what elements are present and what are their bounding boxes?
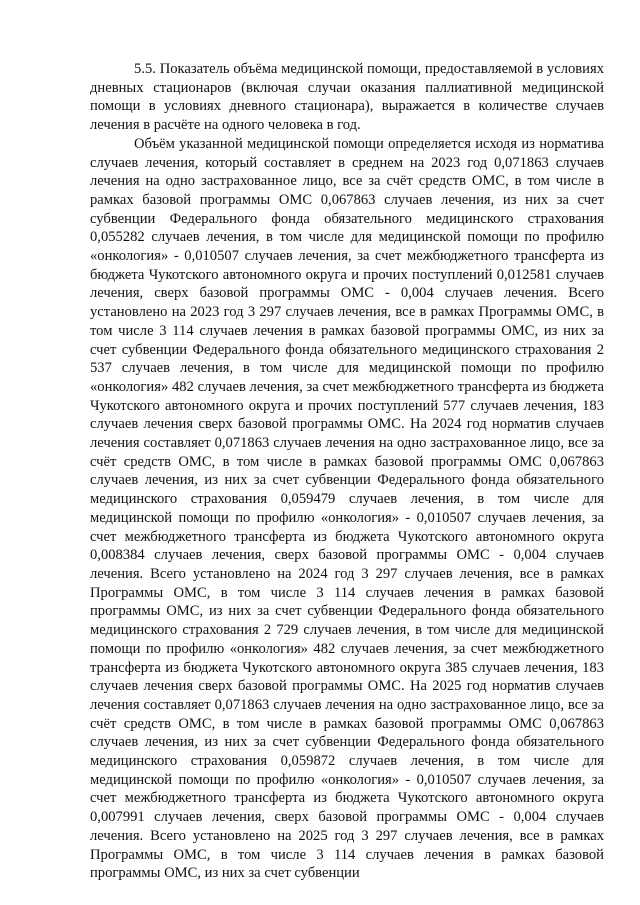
paragraph-indicator-definition: 5.5. Показатель объёма медицинской помощи, предоставляемой в условиях дневных стационаров (включая случаи оказания паллиативной медицинской помощи в условиях дневного стационара), выражается в количестве случаев лечения в расчёте на одного человека в год.	[90, 61, 604, 134]
paragraph-volume-calculation: Объём указанной медицинской помощи определяется исходя из норматива случаев лечения, который составляет в среднем на 2023 год 0,071863 случаев лечения на одно застрахованное лицо, все за счёт средств ОМС, в том числе в рамках базовой программы ОМС 0,067863 случаев лечения, из них за счет субвенции Федерального фонда обязательного медицинского страхования 0,055282 случаев лечения, в том числе для медицинской помощи по профилю «онкология» - 0,010507 случаев лечения, за счет межбюджетного трансферта из бюджета Чукотского автономного округа и прочих поступлений 0,012581 случаев лечения, сверх базовой программы ОМС - 0,004 случаев лечения. Всего установлено на 2023 год 3 297 случаев лечения, все в рамках Программы ОМС, в том числе 3 114 случаев лечения в рамках базовой программы ОМС, из них за счет субвенции Федерального фонда обязательного медицинского страхования 2 537 случаев лечения, в том числе для медицинской помощи по профилю «онкология» 482 случаев лечения, за счет межбюджетного трансферта из бюджета Чукотского автономного округа и прочих поступлений 577 случаев лечения, 183 случаев лечения сверх базовой программы ОМС. На 2024 год норматив случаев лечения составляет 0,071863 случаев лечения на одно застрахованное лицо, все за счёт средств ОМС, в том числе в рамках базовой программы ОМС 0,067863 случаев лечения, из них за счет субвенции Федерального фонда обязательного медицинского страхования 0,059479 случаев лечения, в том числе для медицинской помощи по профилю «онкология» - 0,010507 случаев лечения, за счет межбюджетного трансферта из бюджета Чукотского автономного округа 0,008384 случаев лечения, сверх базовой программы ОМС - 0,004 случаев лечения. Всего установлено на 2024 год 3 297 случаев лечения, все в рамках Программы ОМС, в том числе 3 114 случаев лечения в рамках базовой программы ОМС, из них за счет субвенции Федерального фонда обязательного медицинского страхования 2 729 случаев лечения, в том числе для медицинской помощи по профилю «онкология» 482 случаев лечения, за счет межбюджетного трансферта из бюджета Чукотского автономного округа 385 случаев лечения, 183 случаев лечения сверх базовой программы ОМС. На 2025 год норматив случаев лечения составляет 0,071863 случаев лечения на одно застрахованное лицо, все за счёт средств ОМС, в том числе в рамках базовой программы ОМС 0,067863 случаев лечения, из них за счет субвенции Федерального фонда обязательного медицинского страхования 0,059872 случаев лечения, в том числе для медицинской помощи по профилю «онкология» - 0,010507 случаев лечения, за счет межбюджетного трансферта из бюджета Чукотского автономного округа 0,007991 случаев лечения, сверх базовой программы ОМС - 0,004 случаев лечения. Всего установлено на 2025 год 3 297 случаев лечения, все в рамках Программы ОМС, в том числе 3 114 случаев лечения в рамках базовой программы ОМС, из них за счет субвенции	[90, 135, 604, 882]
